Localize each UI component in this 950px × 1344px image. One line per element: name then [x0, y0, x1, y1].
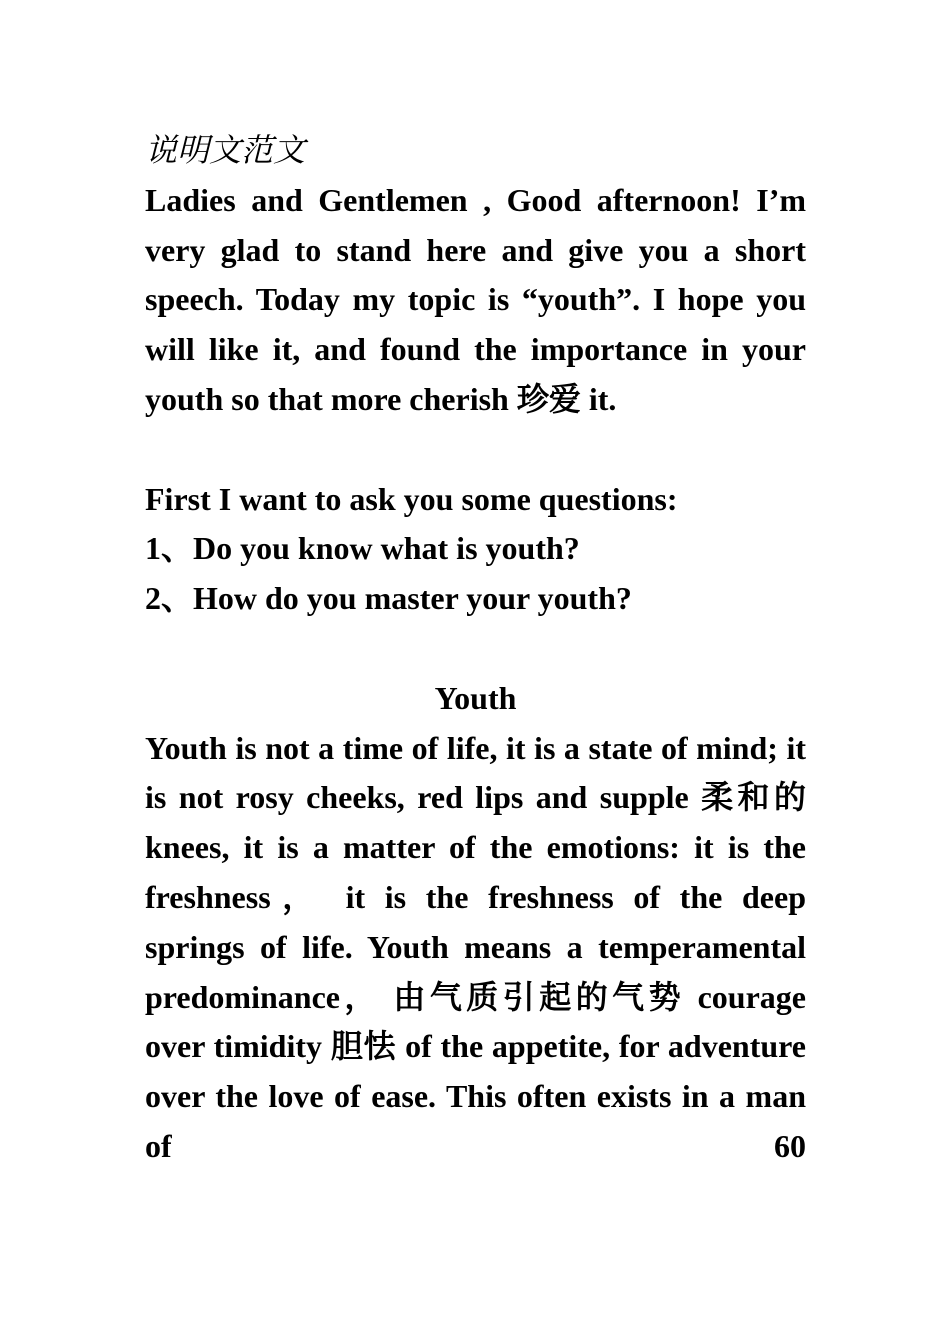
questions-lead: First I want to ask you some questions: [145, 480, 678, 517]
question-item: 1、Do you know what is youth? [145, 530, 580, 567]
intro-paragraph: Ladies and Gentlemen , Good afternoon! I’m very glad to stand here and give you a short speech. Today my topic is “youth”. I hope you will like it, and found the importance in your youth so that more cherish 珍爱 it. [145, 181, 806, 417]
question-item: 2、How do you master your youth? [145, 580, 632, 617]
document-page [145, 126, 806, 1172]
section-title: Youth [434, 679, 517, 716]
document-title: 说明文范文 [145, 132, 306, 168]
blank-line [145, 624, 806, 674]
section-body-paragraph: Youth is not a time of life, it is a state of mind; it is not rosy cheeks, red lips and supple 柔和的 knees, it is a matter of the emotions: it is the freshness， it is the freshness of the deep springs of life. Youth means a temperamental predominance， 由气质引起的气势 courage over timidity 胆怯 of the appetite, for adventure over the love of ease. This often exists in a man of 60 [145, 729, 806, 1164]
blank-line [145, 425, 806, 475]
